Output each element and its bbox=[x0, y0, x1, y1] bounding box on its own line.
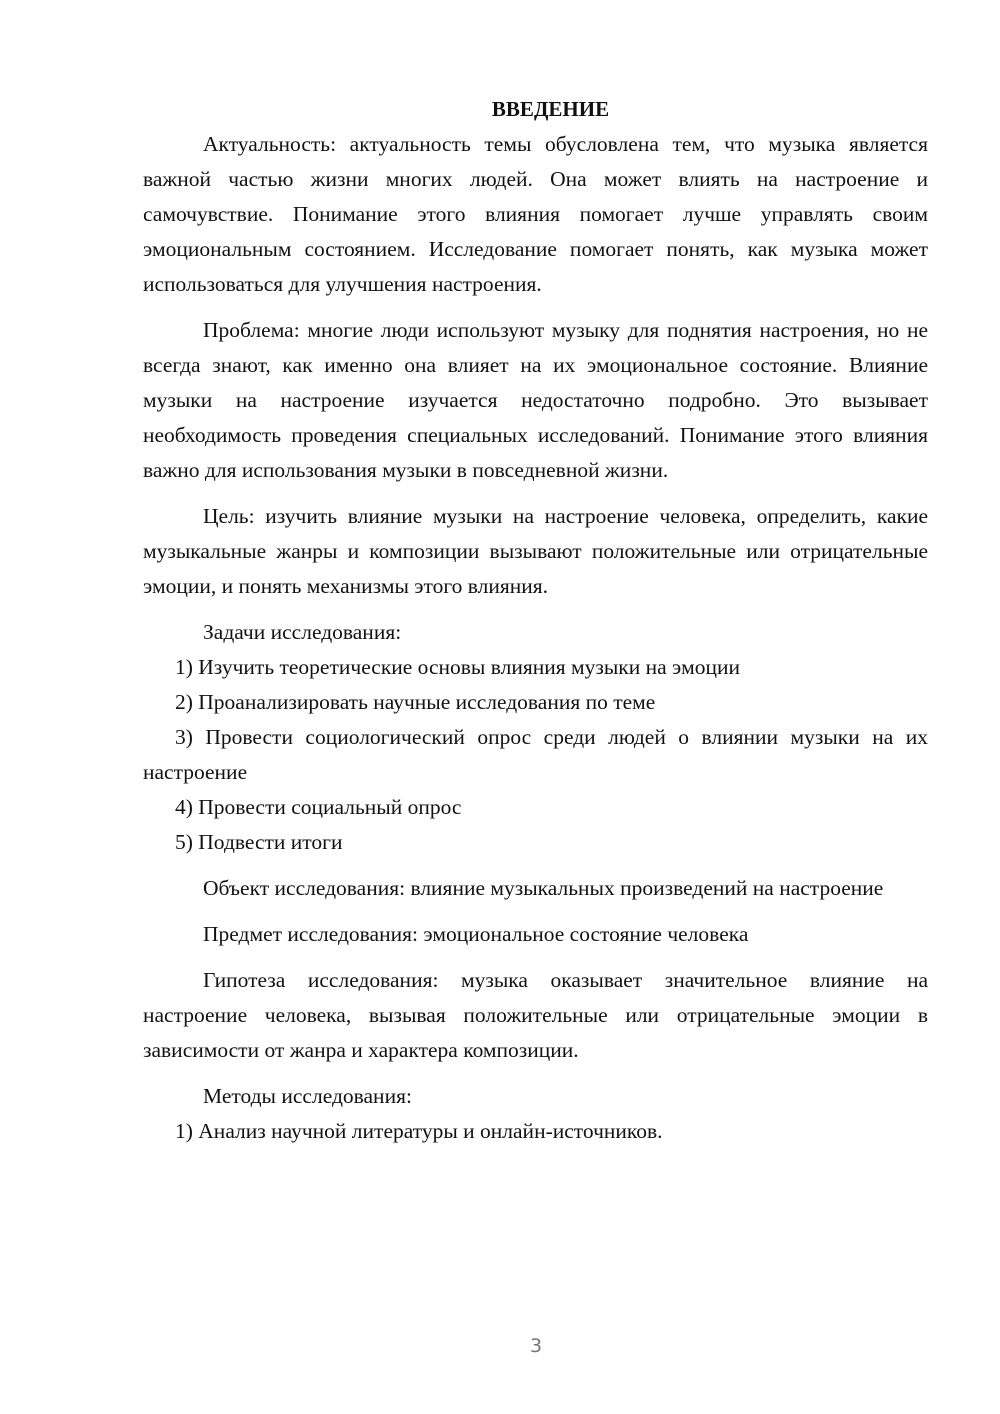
task-item: 5) Подвести итоги bbox=[175, 830, 343, 854]
paragraph-problem: Проблема: многие люди используют музыку для поднятия настроения, но не всегда знают, как именно она влияет на их эмоциональное состояние. Влияние музыки на настроение изучается недостаточно подробно. Это вызывает необходимость проведения специальных исследований. Понимание этого влияния важно для использования музыки в повседневной жизни. bbox=[143, 318, 928, 482]
methods-list bbox=[143, 1114, 928, 1149]
paragraph-object: Объект исследования: влияние музыкальных произведений на настроение bbox=[203, 876, 884, 900]
method-item: 1) Анализ научной литературы и онлайн-источников. bbox=[175, 1119, 663, 1143]
section-title: ВВЕДЕНИЕ bbox=[491, 97, 610, 121]
task-item: 4) Провести социальный опрос bbox=[175, 795, 462, 819]
paragraph-subject: Предмет исследования: эмоциональное состояние человека bbox=[203, 922, 749, 946]
page-content bbox=[143, 92, 928, 1149]
tasks-list bbox=[143, 650, 928, 860]
tasks-heading: Задачи исследования: bbox=[203, 620, 402, 644]
task-item: 1) Изучить теоретические основы влияния музыки на эмоции bbox=[175, 655, 740, 679]
task-item: 2) Проанализировать научные исследования по теме bbox=[175, 690, 656, 714]
paragraph-goal: Цель: изучить влияние музыки на настроение человека, определить, какие музыкальные жанры и композиции вызывают положительные или отрицательные эмоции, и понять механизмы этого влияния. bbox=[143, 504, 928, 598]
paragraph-hypothesis: Гипотеза исследования: музыка оказывает значительное влияние на настроение человека, вызывая положительные или отрицательные эмоции в зависимости от жанра и характера композиции. bbox=[143, 968, 928, 1062]
task-item: 3) Провести социологический опрос среди людей о влиянии музыки на их настроение bbox=[143, 725, 928, 784]
methods-heading: Методы исследования: bbox=[203, 1084, 412, 1108]
paragraph-relevance: Актуальность: актуальность темы обусловлена тем, что музыка является важной частью жизни многих людей. Она может влиять на настроение и самочувствие. Понимание этого влияния помогает лучше управлять своим эмоциональным состоянием. Исследование помогает понять, как музыка может использоваться для улучшения настроения. bbox=[143, 132, 928, 296]
page-number: 3 bbox=[529, 1335, 543, 1357]
